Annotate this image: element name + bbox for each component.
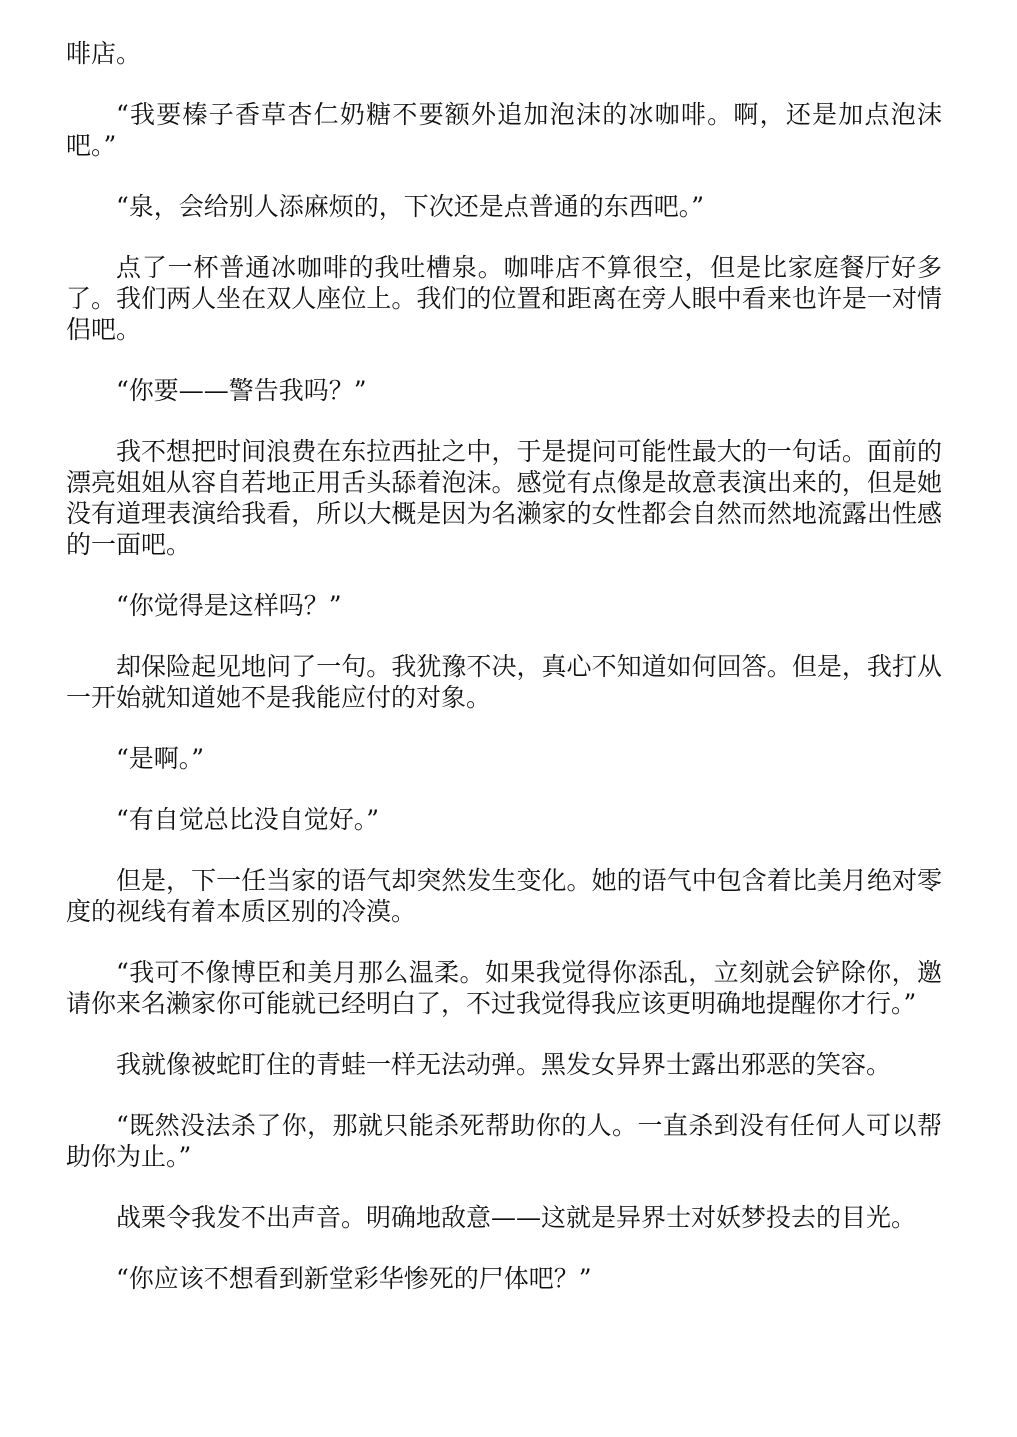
paragraph-3: “泉，会给别人添麻烦的，下次还是点普通的东西吧。”	[116, 192, 705, 221]
paragraph-10: “有自觉总比没自觉好。”	[116, 805, 380, 834]
paragraph-12: “我可不像博臣和美月那么温柔。如果我觉得你添乱，立刻就会铲除你，邀请你来名濑家你可能就已经明白了，不过我觉得我应该更明确地提醒你才行。”	[66, 958, 942, 1018]
paragraph-4: 点了一杯普通冰咖啡的我吐槽泉。咖啡店不算很空，但是比家庭餐厅好多了。我们两人坐在双人座位上。我们的位置和距离在旁人眼中看来也许是一对情侣吧。	[66, 253, 942, 344]
paragraph-5: “你要——警告我吗？”	[116, 376, 367, 405]
paragraph-15: 战栗令我发不出声音。明确地敌意——这就是异界士对妖梦投去的目光。	[116, 1203, 917, 1232]
paragraph-7: “你觉得是这样吗？”	[116, 591, 342, 620]
paragraph-8: 却保险起见地问了一句。我犹豫不决，真心不知道如何回答。但是，我打从一开始就知道她不是我能应付的对象。	[66, 652, 942, 712]
document-page	[66, 38, 942, 1324]
paragraph-16: “你应该不想看到新堂彩华惨死的尸体吧？”	[116, 1264, 592, 1293]
paragraph-13: 我就像被蛇盯住的青蛙一样无法动弹。黑发女异界士露出邪恶的笑容。	[116, 1050, 892, 1079]
paragraph-2: “我要榛子香草杏仁奶糖不要额外追加泡沫的冰咖啡。啊，还是加点泡沫吧。”	[66, 100, 942, 160]
paragraph-11: 但是，下一任当家的语气却突然发生变化。她的语气中包含着比美月绝对零度的视线有着本质区别的冷漠。	[66, 866, 942, 926]
paragraph-6: 我不想把时间浪费在东拉西扯之中，于是提问可能性最大的一句话。面前的漂亮姐姐从容自若地正用舌头舔着泡沫。感觉有点像是故意表演出来的，但是她没有道理表演给我看，所以大概是因为名濑家的女性都会自然而然地流露出性感的一面吧。	[66, 437, 942, 559]
paragraph-14: “既然没法杀了你，那就只能杀死帮助你的人。一直杀到没有任何人可以帮助你为止。”	[66, 1111, 942, 1171]
paragraph-9: “是啊。”	[116, 744, 205, 773]
paragraph-1: 啡店。	[66, 39, 142, 68]
